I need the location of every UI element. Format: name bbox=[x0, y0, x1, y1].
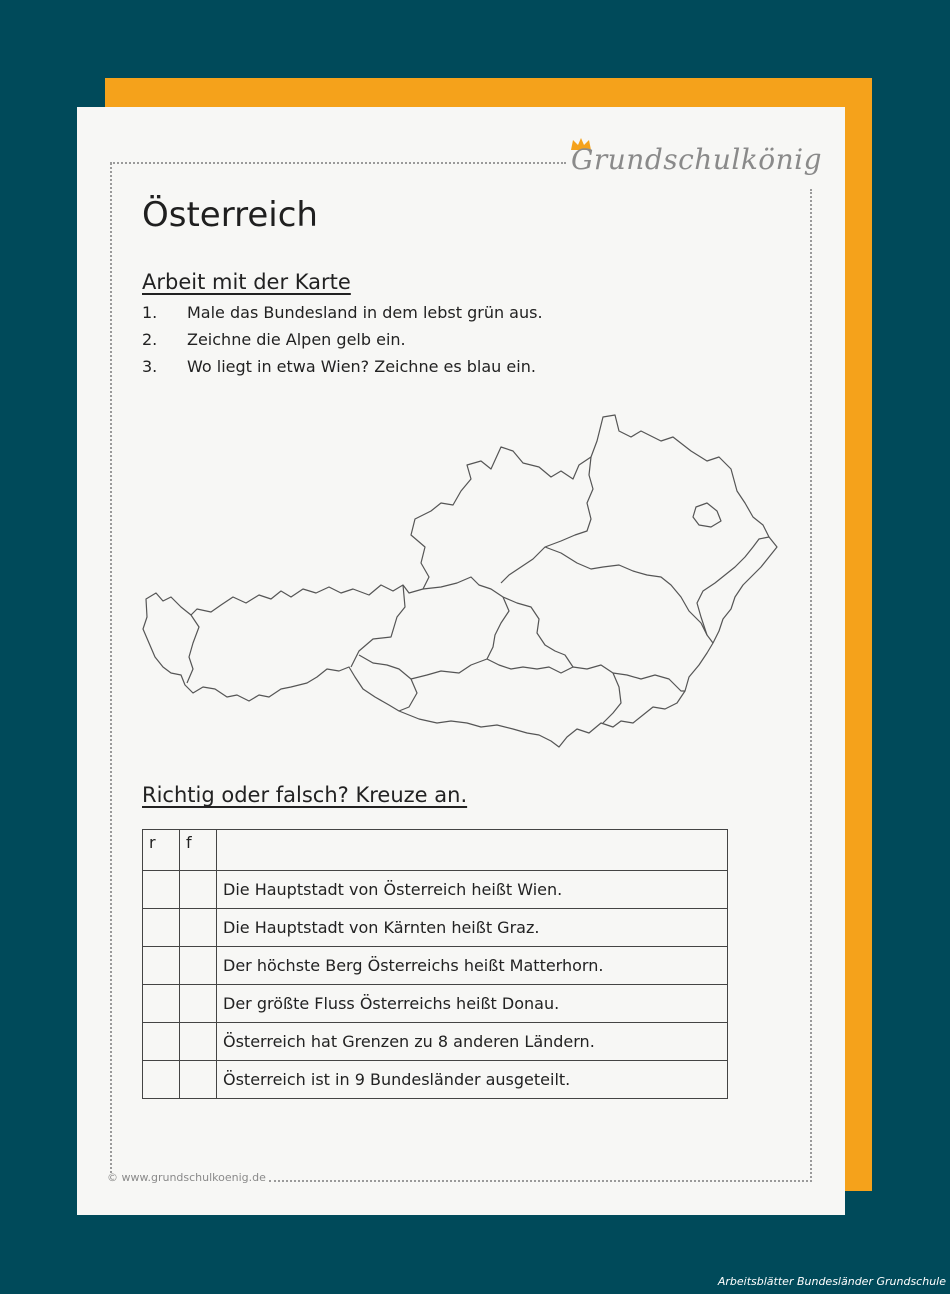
column-header-statement bbox=[217, 830, 728, 871]
checkbox-falsch[interactable] bbox=[180, 947, 217, 985]
table-row bbox=[143, 1023, 728, 1061]
true-false-table bbox=[142, 829, 728, 1099]
checkbox-falsch[interactable] bbox=[180, 985, 217, 1023]
map-border-vorarlberg bbox=[187, 615, 199, 683]
checkbox-richtig[interactable] bbox=[143, 1023, 180, 1061]
map-border-tirol-salzburg bbox=[351, 585, 405, 667]
map-border-noe-steiermark bbox=[545, 547, 713, 643]
worksheet bbox=[77, 107, 845, 1215]
checkbox-richtig[interactable] bbox=[143, 909, 180, 947]
dotted-border-right bbox=[810, 189, 812, 1182]
checkbox-falsch[interactable] bbox=[180, 871, 217, 909]
statement-text: Die Hauptstadt von Österreich heißt Wien. bbox=[217, 871, 728, 909]
brand-logo: Grundschulkönig bbox=[571, 143, 823, 176]
column-header-f: f bbox=[180, 830, 217, 871]
map-outer-border bbox=[143, 415, 777, 747]
checkbox-richtig[interactable] bbox=[143, 1061, 180, 1099]
table-row bbox=[143, 985, 728, 1023]
task-number: 3. bbox=[142, 357, 158, 376]
list-item bbox=[142, 330, 543, 357]
task-text: Zeichne die Alpen gelb ein. bbox=[187, 330, 406, 349]
section-heading-map: Arbeit mit der Karte bbox=[142, 270, 351, 294]
checkbox-richtig[interactable] bbox=[143, 985, 180, 1023]
task-number: 1. bbox=[142, 303, 158, 322]
statement-text: Der höchste Berg Österreichs heißt Matterhorn. bbox=[217, 947, 728, 985]
map-border-steiermark-kaernten bbox=[613, 673, 685, 691]
map-border-ooe-steiermark bbox=[503, 597, 573, 667]
table-header-row bbox=[143, 830, 728, 871]
statement-text: Österreich ist in 9 Bundesländer ausgeteilt. bbox=[217, 1061, 728, 1099]
column-header-r: r bbox=[143, 830, 180, 871]
table-row bbox=[143, 871, 728, 909]
table-row bbox=[143, 909, 728, 947]
dotted-border-left bbox=[110, 163, 112, 1173]
table-row bbox=[143, 947, 728, 985]
checkbox-falsch[interactable] bbox=[180, 909, 217, 947]
table-row bbox=[143, 1061, 728, 1099]
task-text: Male das Bundesland in dem lebst grün aus. bbox=[187, 303, 543, 322]
map-border-salzburg-kaernten bbox=[411, 659, 621, 723]
map-border-wien bbox=[693, 503, 721, 527]
image-caption: Arbeitsblätter Bundesländer Grundschule bbox=[717, 1275, 946, 1288]
list-item bbox=[142, 303, 543, 330]
checkbox-richtig[interactable] bbox=[143, 871, 180, 909]
checkbox-falsch[interactable] bbox=[180, 1061, 217, 1099]
section-heading-quiz: Richtig oder falsch? Kreuze an. bbox=[142, 783, 468, 807]
statement-text: Die Hauptstadt von Kärnten heißt Graz. bbox=[217, 909, 728, 947]
task-list bbox=[142, 303, 543, 384]
statement-text: Österreich hat Grenzen zu 8 anderen Ländern. bbox=[217, 1023, 728, 1061]
map-border-osttirol bbox=[359, 655, 417, 711]
map-border-burgenland bbox=[697, 537, 769, 635]
footer-copyright: © www.grundschulkoenig.de bbox=[107, 1171, 266, 1184]
task-number: 2. bbox=[142, 330, 158, 349]
page-title: Österreich bbox=[142, 195, 318, 235]
dotted-border-top bbox=[110, 162, 566, 164]
checkbox-falsch[interactable] bbox=[180, 1023, 217, 1061]
statement-text: Der größte Fluss Österreichs heißt Donau. bbox=[217, 985, 728, 1023]
austria-map-outline bbox=[141, 407, 781, 752]
dotted-border-bottom bbox=[269, 1180, 812, 1182]
list-item bbox=[142, 357, 543, 384]
task-text: Wo liegt in etwa Wien? Zeichne es blau ein. bbox=[187, 357, 536, 376]
checkbox-richtig[interactable] bbox=[143, 947, 180, 985]
map-border-salzburg-ooe bbox=[423, 577, 509, 659]
